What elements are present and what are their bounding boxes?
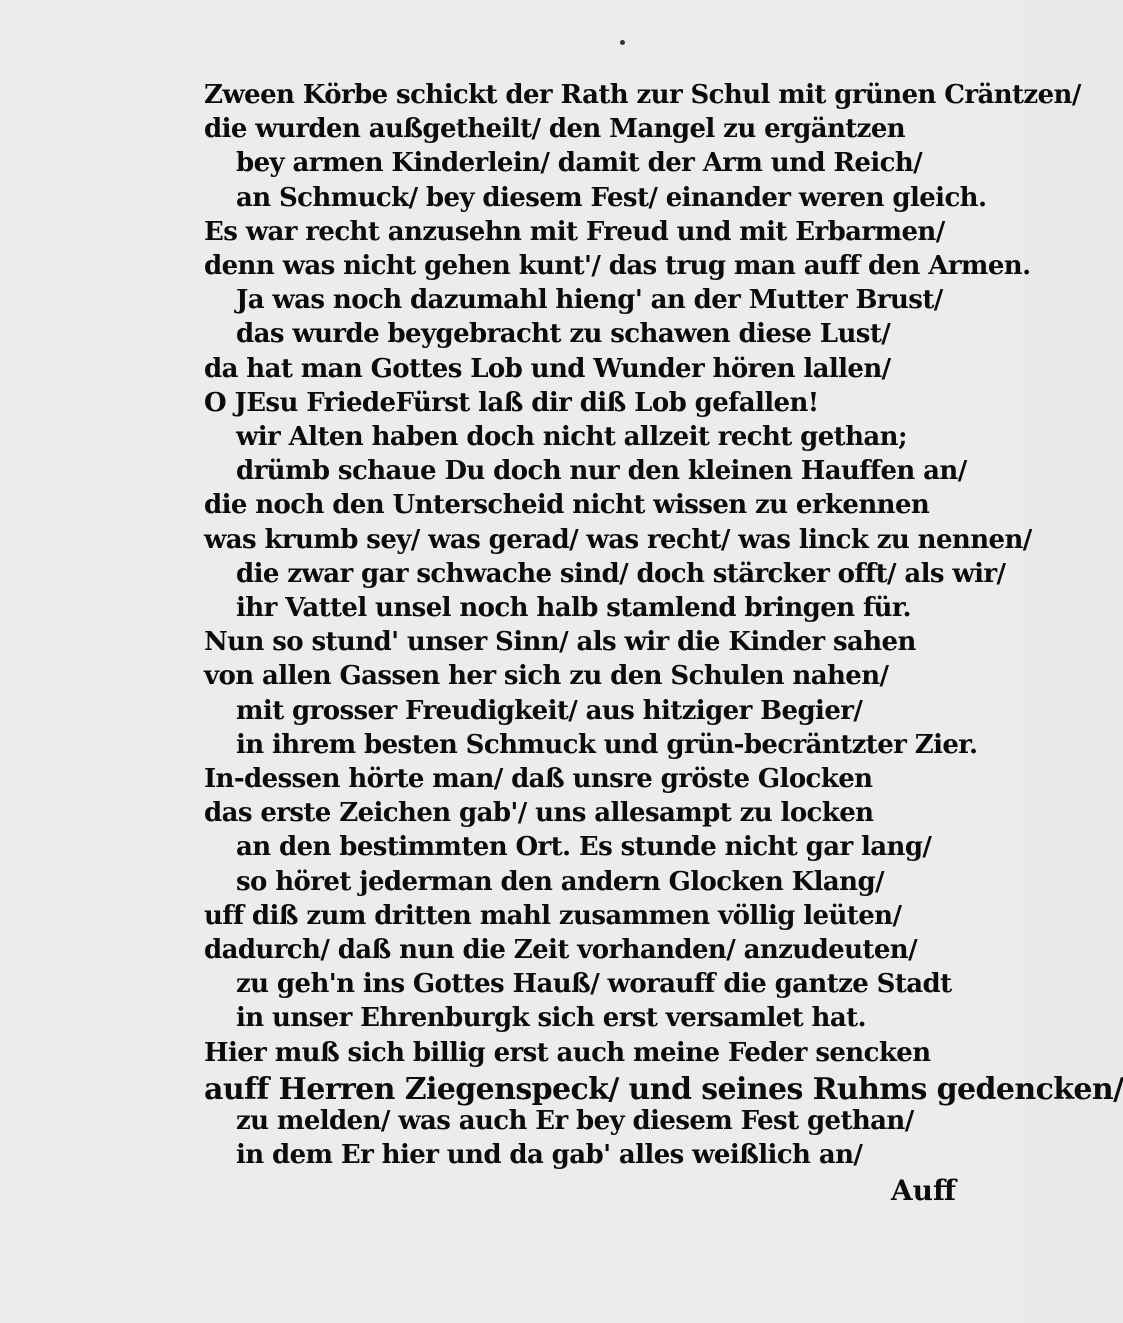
poem-line: in unser Ehrenburgk sich erst versamlet hat. xyxy=(236,1003,866,1033)
poem-line: von allen Gassen her sich zu den Schulen nahen/ xyxy=(204,661,889,691)
poem-line: mit grosser Freudigkeit/ aus hitziger Begier/ xyxy=(236,696,863,726)
poem-line: zu melden/ was auch Er bey diesem Fest gethan/ xyxy=(236,1106,914,1136)
poem-line: dadurch/ daß nun die Zeit vorhanden/ anzudeuten/ xyxy=(204,935,917,965)
poem-line: auff Herren Ziegenspeck/ und seines Ruhms gedencken/ xyxy=(204,1072,1123,1107)
poem-line: In-dessen hörte man/ daß unsre gröste Glocken xyxy=(204,764,873,794)
poem-line: das erste Zeichen gab'/ uns allesampt zu locken xyxy=(204,798,874,828)
poem-line: drümb schaue Du doch nur den kleinen Hauffen an/ xyxy=(236,456,967,486)
poem-line: so höret jederman den andern Glocken Klang/ xyxy=(236,867,884,897)
poem-line: Hier muß sich billig erst auch meine Feder sencken xyxy=(204,1038,931,1068)
poem-line: das wurde beygebracht zu schawen diese Lust/ xyxy=(236,319,891,349)
poem-line: an Schmuck/ bey diesem Fest/ einander weren gleich. xyxy=(236,183,987,213)
poem-line: die wurden außgetheilt/ den Mangel zu ergäntzen xyxy=(204,114,906,144)
poem-line: an den bestimmten Ort. Es stunde nicht gar lang/ xyxy=(236,832,932,862)
ink-mark xyxy=(620,40,625,45)
poem-line: Ja was noch dazumahl hieng' an der Mutter Brust/ xyxy=(236,285,943,315)
poem-line: in ihrem besten Schmuck und grün-becräntzter Zier. xyxy=(236,730,978,760)
poem-line: zu geh'n ins Gottes Hauß/ worauff die gantze Stadt xyxy=(236,969,952,999)
poem-line: bey armen Kinderlein/ damit der Arm und Reich/ xyxy=(236,148,923,178)
catchword: Auff xyxy=(890,1174,956,1207)
poem-line: ihr Vattel unsel noch halb stamlend bringen für. xyxy=(236,593,912,623)
poem-line: da hat man Gottes Lob und Wunder hören lallen/ xyxy=(204,354,891,384)
poem-line: was krumb sey/ was gerad/ was recht/ was linck zu nennen/ xyxy=(204,525,1032,555)
poem-line: die zwar gar schwache sind/ doch stärcker offt/ als wir/ xyxy=(236,559,1006,589)
poem-line: die noch den Unterscheid nicht wissen zu erkennen xyxy=(204,490,930,520)
poem-line: wir Alten haben doch nicht allzeit recht gethan; xyxy=(236,422,907,452)
poem-line: Zween Körbe schickt der Rath zur Schul mit grünen Cräntzen/ xyxy=(204,80,1081,110)
poem-line: in dem Er hier und da gab' alles weißlich an/ xyxy=(236,1140,863,1170)
poem-line: Nun so stund' unser Sinn/ als wir die Kinder sahen xyxy=(204,627,916,657)
poem-line: Es war recht anzusehn mit Freud und mit Erbarmen/ xyxy=(204,217,945,247)
poem-line: denn was nicht gehen kunt'/ das trug man auff den Armen. xyxy=(204,251,1031,281)
poem-line: O JEsu FriedeFürst laß dir diß Lob gefallen! xyxy=(204,388,819,418)
poem-line: uff diß zum dritten mahl zusammen völlig leüten/ xyxy=(204,901,902,931)
